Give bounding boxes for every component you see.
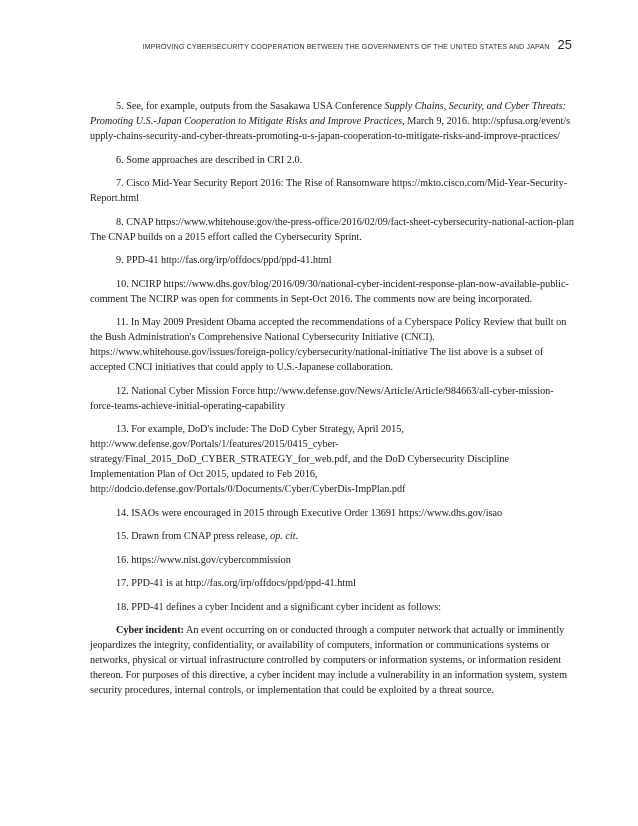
endnote-15 (90, 529, 574, 544)
endnote-11: 11. In May 2009 President Obama accepted the recommendations of a Cyberspace Policy Review that built on the Bush Administration's Comprehensive National Cybersecurity Initiative (CNCI). https://www.whitehouse.gov/issues/foreign-policy/cybersecurity/national-initiative The list above is a subset of accepted CNCI initiatives that could apply to U.S.-Japanese collaboration. (90, 317, 567, 373)
definition-text: An event occurring on or conducted through a computer network that actually or imminently jeopardizes the integrity, confidentiality, or availability of computers, information or communications systems or networks, physical or virtual infrastructure controlled by computers or information systems, or information resident thereon. For purposes of this directive, a cyber incident may include a vulnerability in an information system, system security procedures, internal controls, or implementation that could be exploited by a threat source. (90, 625, 567, 696)
endnote-16: 16. https://www.nist.gov/cybercommission (116, 554, 291, 566)
endnote-17: 17. PPD-41 is at http://fas.org/irp/offdocs/ppd/ppd-41.html (116, 578, 356, 589)
endnote-9: 9. PPD-41 http://fas.org/irp/offdocs/ppd/ppd-41.html (116, 255, 332, 266)
endnotes (90, 99, 574, 707)
endnote-15-text: 15. Drawn from CNAP press release, (116, 531, 271, 542)
endnote-18: 18. PPD-41 defines a cyber Incident and a significant cyber incident as follows: (116, 601, 442, 613)
endnote-15-citation: op. cit (270, 531, 296, 542)
endnote-5-title: Supply Chains, Security, and Cyber Threats: Promoting U.S.-Japan Cooperation to Mitigate Risks and Improve Practices, (90, 101, 567, 127)
endnote-5-text: 5. See, for example, outputs from the Sasakawa USA Conference (116, 101, 385, 112)
definition-label: Cyber incident: (116, 625, 185, 636)
endnote-6: 6. Some approaches are described in CRI 2.0. (116, 154, 303, 166)
endnote-14: 14. ISAOs were encouraged in 2015 through Executive Order 13691 https://www.dhs.gov/isao (116, 507, 503, 519)
endnote-5 (90, 99, 574, 144)
endnote-5-source: March 9, 2016. http://spfusa.org/event/supply-chains-security-and-cyber-threats-promoting-u-s-japan-cooperation-to-mitigate-risks-and-improve-practices/ (90, 116, 571, 142)
endnote-7: 7. Cisco Mid-Year Security Report 2016: The Rise of Ransomware https://mkto.cisco.com/Mid-Year-Security-Report.html (90, 178, 568, 204)
endnote-13: 13. For example, DoD's include: The DoD Cyber Strategy, April 2015, http://www.defense.gov/Portals/1/features/2015/0415_cyber-strategy/Final_2015_DoD_CYBER_STRATEGY_for_web.pdf, and the DoD Cybersecurity Discipline Implementation Plan of Oct 2015, updated to Feb 2016, http://dodcio.defense.gov/Portals/0/Documents/Cyber/CyberDis-ImpPlan.pdf (90, 424, 510, 495)
endnote-12: 12. National Cyber Mission Force http://www.defense.gov/News/Article/Article/984663/all-cyber-mission-force-teams-achieve-initial-operating-capability (90, 385, 554, 412)
running-header (60, 37, 572, 52)
running-header-title: IMPROVING CYBERSECURITY COOPERATION BETWEEN THE GOVERNMENTS OF THE UNITED STATES AND JAPAN (142, 42, 550, 51)
page-number: 25 (557, 37, 572, 52)
cyber-incident-definition (90, 623, 574, 698)
endnote-15-end: . (295, 531, 299, 542)
endnote-8: 8. CNAP https://www.whitehouse.gov/the-press-office/2016/02/09/fact-sheet-cybersecurity-national-action-plan The CNAP builds on a 2015 effort called the Cybersecurity Sprint. (90, 216, 574, 243)
endnote-10: 10. NCIRP https://www.dhs.gov/blog/2016/09/30/national-cyber-incident-response-plan-now-available-public-comment The NCIRP was open for comments in Sept-Oct 2016. The comments now are being incorporated. (90, 278, 569, 305)
